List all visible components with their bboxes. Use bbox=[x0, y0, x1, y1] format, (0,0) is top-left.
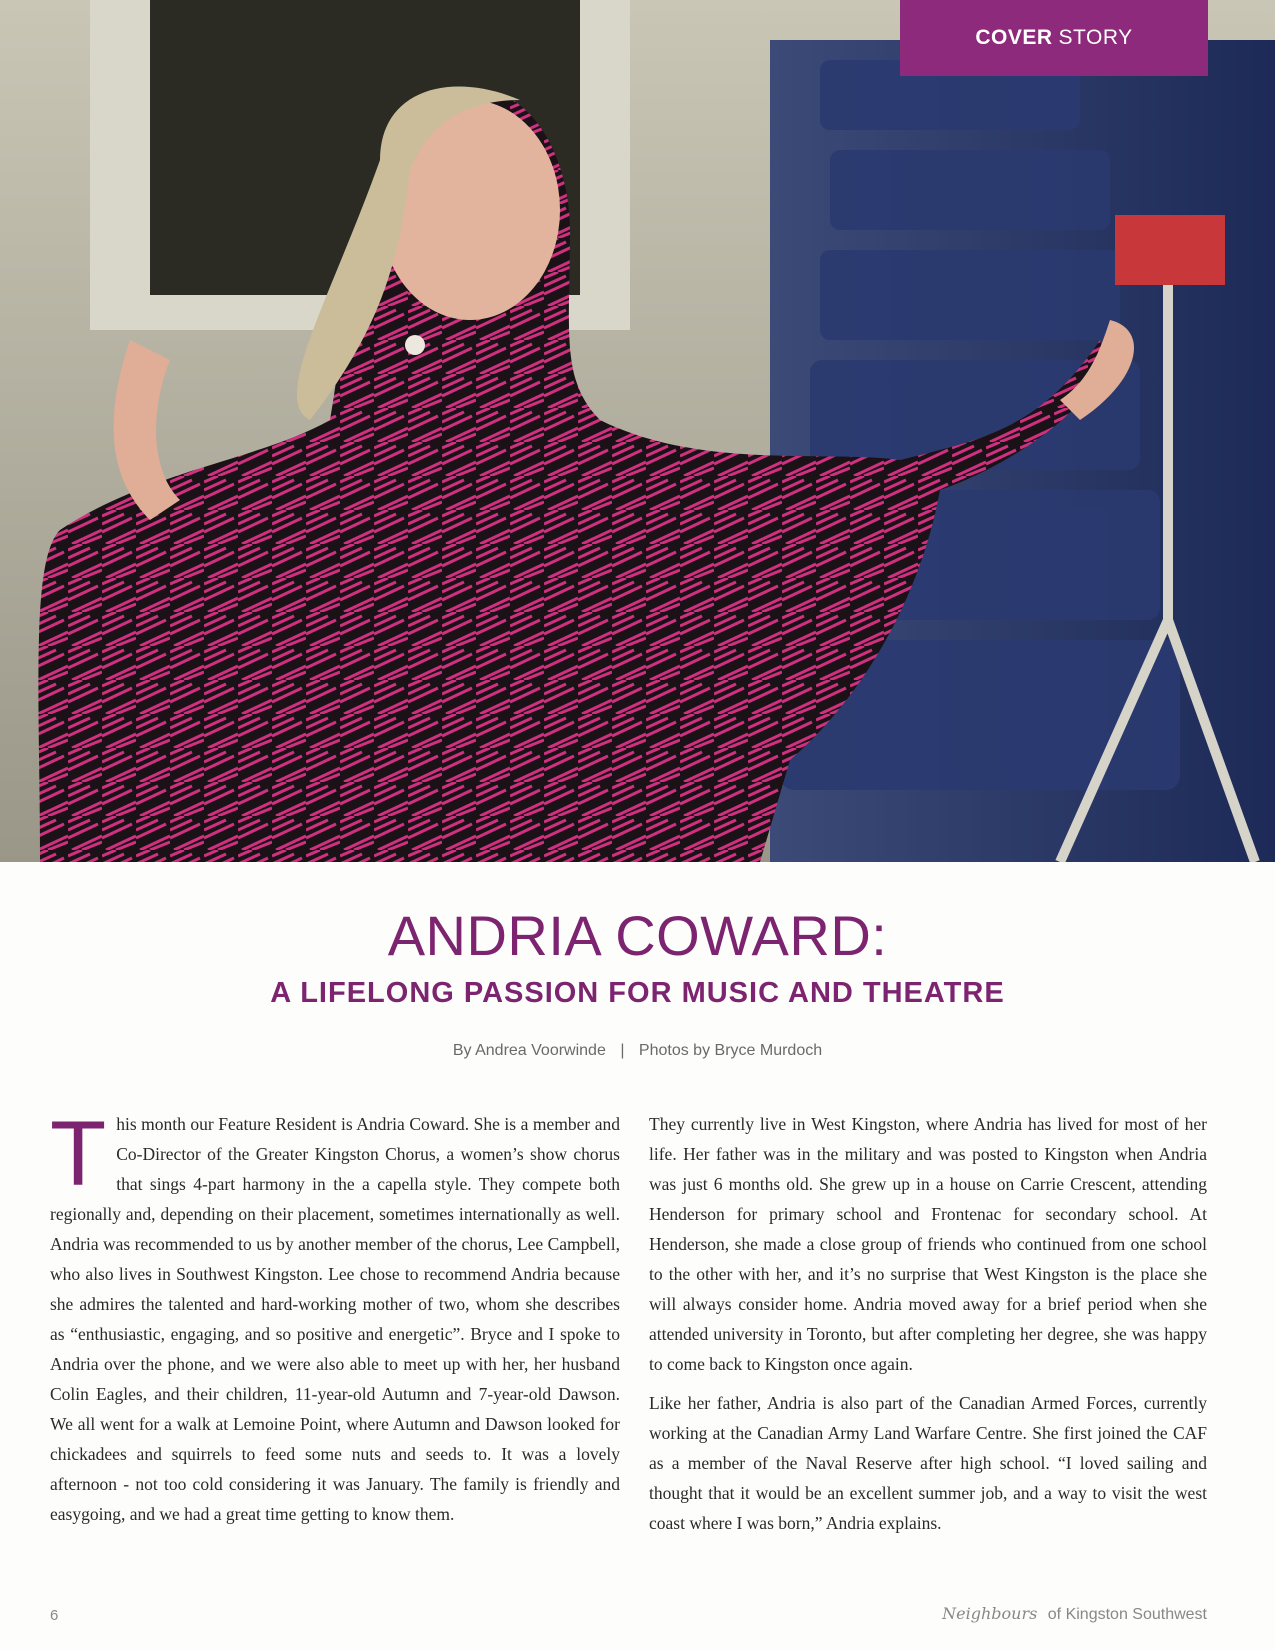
section-tag bbox=[900, 0, 1208, 76]
article-column-left bbox=[50, 1103, 620, 1538]
article-subtitle: A LIFELONG PASSION FOR MUSIC AND THEATRE bbox=[270, 977, 1005, 1009]
article-column-right bbox=[649, 1109, 1207, 1547]
magazine-name-rest: of Kingston Southwest bbox=[1047, 1606, 1207, 1623]
paragraph-text: his month our Feature Resident is Andria Coward. She is a member and Co-Director of the Greater Kingston Chorus, a women’s show chorus that sings 4-part harmony in the a capella style. They compete both regionally and, depending on their placement, sometimes internationally as well. Andria was recommended to us by another member of the chorus, Lee Campbell, who also lives in Southwest Kingston. Lee chose to recommend Andria because she admires the talented and hard-working mother of two, whom she describes as “enthusiastic, engaging, and so positive and energetic”. Bryce and I spoke to Andria over the phone, and we were also able to meet up with her, her husband Colin Eagles, and their children, 11-year-old Autumn and 7-year-old Dawson. We all went for a walk at Lemoine Point, where Autumn and Dawson looked for chickadees and squirrels to feed some nuts and seeds to. It was a lovely afternoon - not too cold considering it was January. The family is friendly and easygoing, and we had a great time getting to know them. bbox=[50, 1114, 620, 1524]
article-paragraph bbox=[50, 1103, 620, 1529]
byline bbox=[0, 1042, 1275, 1060]
article-paragraph: They currently live in West Kingston, where Andria has lived for most of her life. Her father was in the military and was posted to Kingston when Andria was just 6 months old. She grew up in a house on Carrie Crescent, attending Henderson for primary school and Frontenac for secondary school. At Henderson, she made a close group of friends who continued from one school to the other with her, and it’s no surprise that West Kingston is the place she will always consider home. Andria moved away for a brief period when she attended university in Toronto, but after completing her degree, she was happy to come back to Kingston once again. bbox=[649, 1114, 1207, 1374]
section-tag-bold: COVER bbox=[975, 26, 1053, 49]
article-title: ANDRIA COWARD: bbox=[387, 904, 888, 967]
page-number: 6 bbox=[50, 1607, 59, 1624]
article-paragraph: Like her father, Andria is also part of the Canadian Armed Forces, currently working at the Canadian Army Land Warfare Centre. She first joined the CAF as a member of the Naval Reserve after high school. “I loved sailing and thought that it would be an excellent summer job, and a way to visit the west coast where I was born,” Andria explains. bbox=[649, 1393, 1207, 1533]
drop-cap: T bbox=[50, 1103, 107, 1205]
byline-separator: | bbox=[620, 1042, 625, 1059]
byline-photos: Photos by Bryce Murdoch bbox=[638, 1042, 823, 1059]
magazine-name-script: Neighbours bbox=[942, 1604, 1038, 1623]
byline-author: By Andrea Voorwinde bbox=[452, 1042, 606, 1059]
magazine-name bbox=[942, 1604, 1207, 1624]
section-tag-rest: STORY bbox=[1058, 26, 1133, 49]
